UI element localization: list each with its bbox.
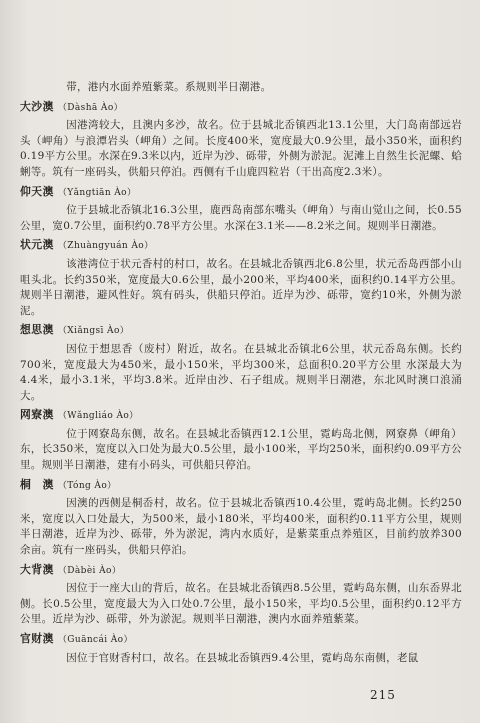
entry-heading: [20, 99, 462, 117]
entry-pinyin: （Dàbèi Ào）: [57, 565, 122, 576]
intro-continuation: 带，港内水面养殖紫菜。系规则半日潮港。: [66, 81, 272, 93]
entry-heading: [20, 184, 462, 202]
entry-wangliao: [20, 407, 462, 473]
entry-pinyin: （Xiǎngsī Ào）: [57, 326, 130, 337]
entry-name: 桐 澳: [20, 477, 54, 491]
entry-body: 因澳的西侧是桐岙村，故名。位于县城北岙镇西10.4公里，霓屿岛北侧。长约250米，宽度以入口处最大，为500米，最小180米，平均400米，面积约0.11平方公里，规则半日潮港，近岸为沙、砾带，外为淤泥，湾内水质好，是紫菜重点养殖区，目前约放养300余亩。筑有一座码头，供船只停泊。: [20, 497, 462, 557]
entry-heading: [20, 562, 462, 580]
entry-heading: [20, 237, 462, 255]
entry-yangtian: [20, 184, 462, 235]
entry-name: 大背澳: [20, 562, 54, 576]
entry-pinyin: （Wǎngliáo Ào）: [57, 411, 139, 422]
entry-dasha: [20, 99, 462, 181]
page-number: 215: [370, 688, 396, 702]
entry-pinyin: （Zhuàngyuán Ào）: [57, 241, 154, 252]
entry-pinyin: （Guāncái Ào）: [57, 635, 133, 645]
entry-name: 想思澳: [20, 323, 54, 337]
entry-pinyin: （Yǎngtiān Ào）: [57, 187, 137, 198]
entry-heading: [20, 322, 462, 340]
page-content: [20, 80, 462, 666]
entry-name: 官财澳: [20, 632, 54, 645]
entry-body: 因位于想思香（废村）附近，故名。在县城北岙镇北6公里，状元岙岛东侧。长约700米，宽度最大为450米，最小150米，平均300米，总面积0.20平方公里 水深最大为4.4米，最小3.1米，平均3.8米。近岸由沙、石子组成。规则半日潮港，东北风时澳口浪涌大。: [20, 342, 462, 402]
entry-pinyin: （Dàshā Ào）: [57, 102, 124, 113]
entry-body: 因港湾较大，且澳内多沙，故名。位于县城北岙镇西北13.1公里，大门岛南部远岩头（岬角）与浪潭岩头（岬角）之间。长度400米，宽度最大0.9公里，最小350米，面积约0.19平方公里。水深在9.3米以内，近岸为沙、砾带，外侧为淤泥。泥滩上自然生长泥螺、蛤蜊等。筑有一座码头，供船只停泊。西侧有千山鹿四粒岩（干出高度2.3米）。: [20, 119, 462, 178]
entry-body: 位于网寮岛东侧，故名。在县城北岙镇西12.1公里，霓屿岛北侧，网寮鼻（岬角）东，长350米，宽度以入口处为最大0.5公里，最小100米，平均250米，面积约0.09平方公里。规则半日潮港，建有小码头，可供船只停泊。: [20, 427, 462, 472]
entry-heading: [20, 477, 462, 495]
entry-name: 仰天澳: [20, 184, 54, 198]
entry-body: 因位于一座大山的背后，故名。在县城北岙镇西8.5公里，霓屿岛东侧，山东岙界北侧。长0.5公里，宽度最大为入口处0.7公里，最小150米，平均0.5公里，面积约0.12平方公里。近岸为沙、砾带，外为淤泥。规则半日潮港，澳内水面养殖紫菜。: [20, 582, 462, 626]
entry-heading: [20, 631, 462, 649]
entry-name: 大沙澳: [20, 99, 54, 113]
entry-name: 网寮澳: [20, 408, 54, 422]
entry-body: 该港湾位于状元香村的村口，故名。在县城北岙镇西北6.8公里，状元岙岛西部小山咀头北。长约350米，宽度最大0.6公里，最小200米，平均400米，面积约0.14平方公里。规则半日潮港，避风性好。筑有码头，供船只停泊。近岸为沙、砾带，宽约10米，外侧为淤泥。: [20, 257, 462, 317]
show-through-text: [342, 14, 472, 69]
entry-zhuangyuan: [20, 237, 462, 319]
entry-tong: [20, 477, 462, 559]
entry-body: 因位于官财香村口，故名。在县城北岙镇西9.4公里，霓屿岛东南侧，老鼠: [66, 651, 419, 664]
entry-dabei: [20, 562, 462, 628]
entry-guancai: [20, 631, 462, 666]
entry-heading: [20, 407, 462, 425]
entry-body: 位于县城北岙镇北16.3公里，鹿西岛南部东嘴头（岬角）与南山觉山之间，长0.55公里，宽0.7公里，面积约0.78平方公里。水深在3.1米——8.2米之间。规则半日潮港。: [20, 204, 462, 232]
entry-name: 状元澳: [20, 238, 54, 252]
entry-pinyin: （Tóng Ào）: [57, 480, 117, 491]
entry-xiangsi: [20, 322, 462, 404]
